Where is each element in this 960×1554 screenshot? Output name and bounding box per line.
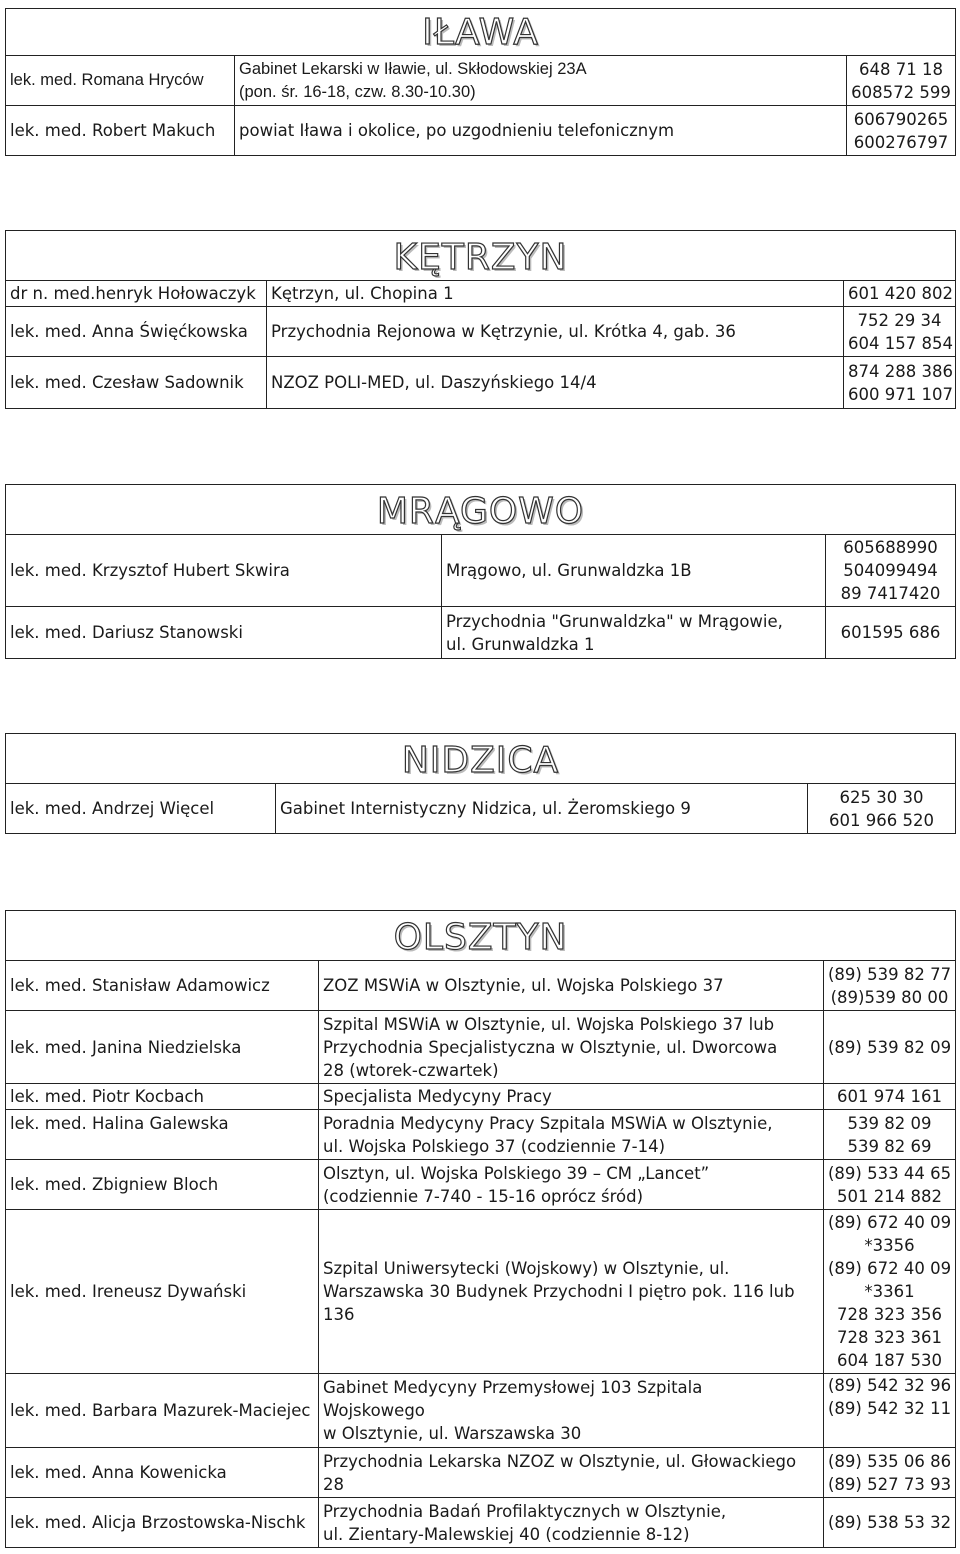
table-row	[6, 535, 956, 607]
section-nidzica	[5, 733, 956, 834]
address-cell: Przychodnia Badań Profilaktycznych w Olsztynie, ul. Zientary-Malewskiej 40 (codziennie 8-12)	[319, 1498, 824, 1548]
phone-cell: 648 71 18 608572 599	[847, 56, 956, 106]
doctor-name: lek. med. Stanisław Adamowicz	[6, 961, 319, 1011]
table-row	[6, 1011, 956, 1084]
phone-cell: 752 29 34 604 157 854	[844, 307, 956, 357]
phone-cell: 874 288 386 600 971 107	[844, 357, 956, 409]
doctor-name: lek. med. Piotr Kocbach	[6, 1084, 319, 1110]
table-row	[6, 281, 956, 307]
city-title: OLSZTYN	[6, 911, 956, 961]
address-cell: Gabinet Internistyczny Nidzica, ul. Żeromskiego 9	[276, 784, 808, 834]
phone-cell: 601 420 802	[844, 281, 956, 307]
section-ilawa	[5, 8, 956, 156]
address-cell: Przychodnia Rejonowa w Kętrzynie, ul. Krótka 4, gab. 36	[267, 307, 844, 357]
table-row	[6, 607, 956, 659]
doctor-name: lek. med. Ireneusz Dywański	[6, 1210, 319, 1374]
table-row	[6, 1160, 956, 1210]
phone-cell: (89) 538 53 32	[824, 1498, 956, 1548]
address-cell: Kętrzyn, ul. Chopina 1	[267, 281, 844, 307]
doctor-name: lek. med. Robert Makuch	[6, 106, 235, 156]
table-row	[6, 961, 956, 1011]
table-row	[6, 784, 956, 834]
address-cell: Przychodnia Lekarska NZOZ w Olsztynie, ul. Głowackiego 28	[319, 1448, 824, 1498]
doctor-name: lek. med. Janina Niedzielska	[6, 1011, 319, 1084]
doctor-name: lek. med. Andrzej Więcel	[6, 784, 276, 834]
table-row	[6, 1110, 956, 1160]
doctor-name: lek. med. Anna Święćkowska	[6, 307, 267, 357]
section-ketrzyn	[5, 230, 956, 409]
table-row	[6, 1448, 956, 1498]
phone-cell: 606790265 600276797	[847, 106, 956, 156]
address-cell: Specjalista Medycyny Pracy	[319, 1084, 824, 1110]
doctor-name: lek. med. Czesław Sadownik	[6, 357, 267, 409]
table-row	[6, 357, 956, 409]
phone-cell: (89) 533 44 65 501 214 882	[824, 1160, 956, 1210]
phone-cell: 605688990 504099494 89 7417420	[826, 535, 956, 607]
address-cell: NZOZ POLI-MED, ul. Daszyńskiego 14/4	[267, 357, 844, 409]
doctor-name: lek. med. Barbara Mazurek-Maciejec	[6, 1374, 319, 1448]
phone-cell: (89) 542 32 96 (89) 542 32 11	[824, 1374, 956, 1448]
doctor-name: lek. med. Anna Kowenicka	[6, 1448, 319, 1498]
city-title: KĘTRZYN	[6, 231, 956, 281]
phone-cell: (89) 672 40 09 *3356 (89) 672 40 09 *3361 728 323 356 728 323 361 604 187 530	[824, 1210, 956, 1374]
doctor-name: lek. med. Zbigniew Bloch	[6, 1160, 319, 1210]
section-olsztyn	[5, 910, 956, 1548]
section-mragowo	[5, 484, 956, 659]
doctor-name: lek. med. Halina Galewska	[6, 1110, 319, 1160]
city-title: IŁAWA	[6, 9, 956, 56]
doctor-name: lek. med. Alicja Brzostowska-Nischk	[6, 1498, 319, 1548]
city-title: MRĄGOWO	[6, 485, 956, 535]
table-row	[6, 1210, 956, 1374]
doctor-name: dr n. med.henryk Hołowaczyk	[6, 281, 267, 307]
address-cell: Szpital MSWiA w Olsztynie, ul. Wojska Polskiego 37 lub Przychodnia Specjalistyczna w Olsztynie, ul. Dworcowa 28 (wtorek-czwartek)	[319, 1011, 824, 1084]
address-cell: Przychodnia "Grunwaldzka" w Mrągowie, ul. Grunwaldzka 1	[442, 607, 826, 659]
address-cell: ZOZ MSWiA w Olsztynie, ul. Wojska Polskiego 37	[319, 961, 824, 1011]
table-row	[6, 1084, 956, 1110]
phone-cell: 625 30 30 601 966 520	[808, 784, 956, 834]
address-cell: Szpital Uniwersytecki (Wojskowy) w Olsztynie, ul. Warszawska 30 Budynek Przychodni I piętro pok. 116 lub 136	[319, 1210, 824, 1374]
address-cell: Olsztyn, ul. Wojska Polskiego 39 – CM „Lancet” (codziennie 7-740 - 15-16 oprócz śród)	[319, 1160, 824, 1210]
phone-cell: 601595 686	[826, 607, 956, 659]
table-row	[6, 307, 956, 357]
city-title: NIDZICA	[6, 734, 956, 784]
doctor-name: lek. med. Dariusz Stanowski	[6, 607, 442, 659]
table-row	[6, 106, 956, 156]
address-cell: Poradnia Medycyny Pracy Szpitala MSWiA w Olsztynie, ul. Wojska Polskiego 37 (codziennie 7-14)	[319, 1110, 824, 1160]
address-cell: Mrągowo, ul. Grunwaldzka 1B	[442, 535, 826, 607]
table-row	[6, 56, 956, 106]
address-cell: Gabinet Lekarski w Iławie, ul. Skłodowskiej 23A (pon. śr. 16-18, czw. 8.30-10.30)	[235, 56, 847, 106]
phone-cell: (89) 539 82 77 (89)539 80 00	[824, 961, 956, 1011]
address-cell: Gabinet Medycyny Przemysłowej 103 Szpitala Wojskowego w Olsztynie, ul. Warszawska 30	[319, 1374, 824, 1448]
phone-cell: (89) 535 06 86 (89) 527 73 93	[824, 1448, 956, 1498]
phone-cell: 539 82 09 539 82 69	[824, 1110, 956, 1160]
address-cell: powiat Iława i okolice, po uzgodnieniu telefonicznym	[235, 106, 847, 156]
phone-cell: 601 974 161	[824, 1084, 956, 1110]
table-row	[6, 1498, 956, 1548]
phone-cell: (89) 539 82 09	[824, 1011, 956, 1084]
doctor-name: lek. med. Krzysztof Hubert Skwira	[6, 535, 442, 607]
doctor-name: lek. med. Romana Hryców	[6, 56, 235, 106]
table-row	[6, 1374, 956, 1448]
